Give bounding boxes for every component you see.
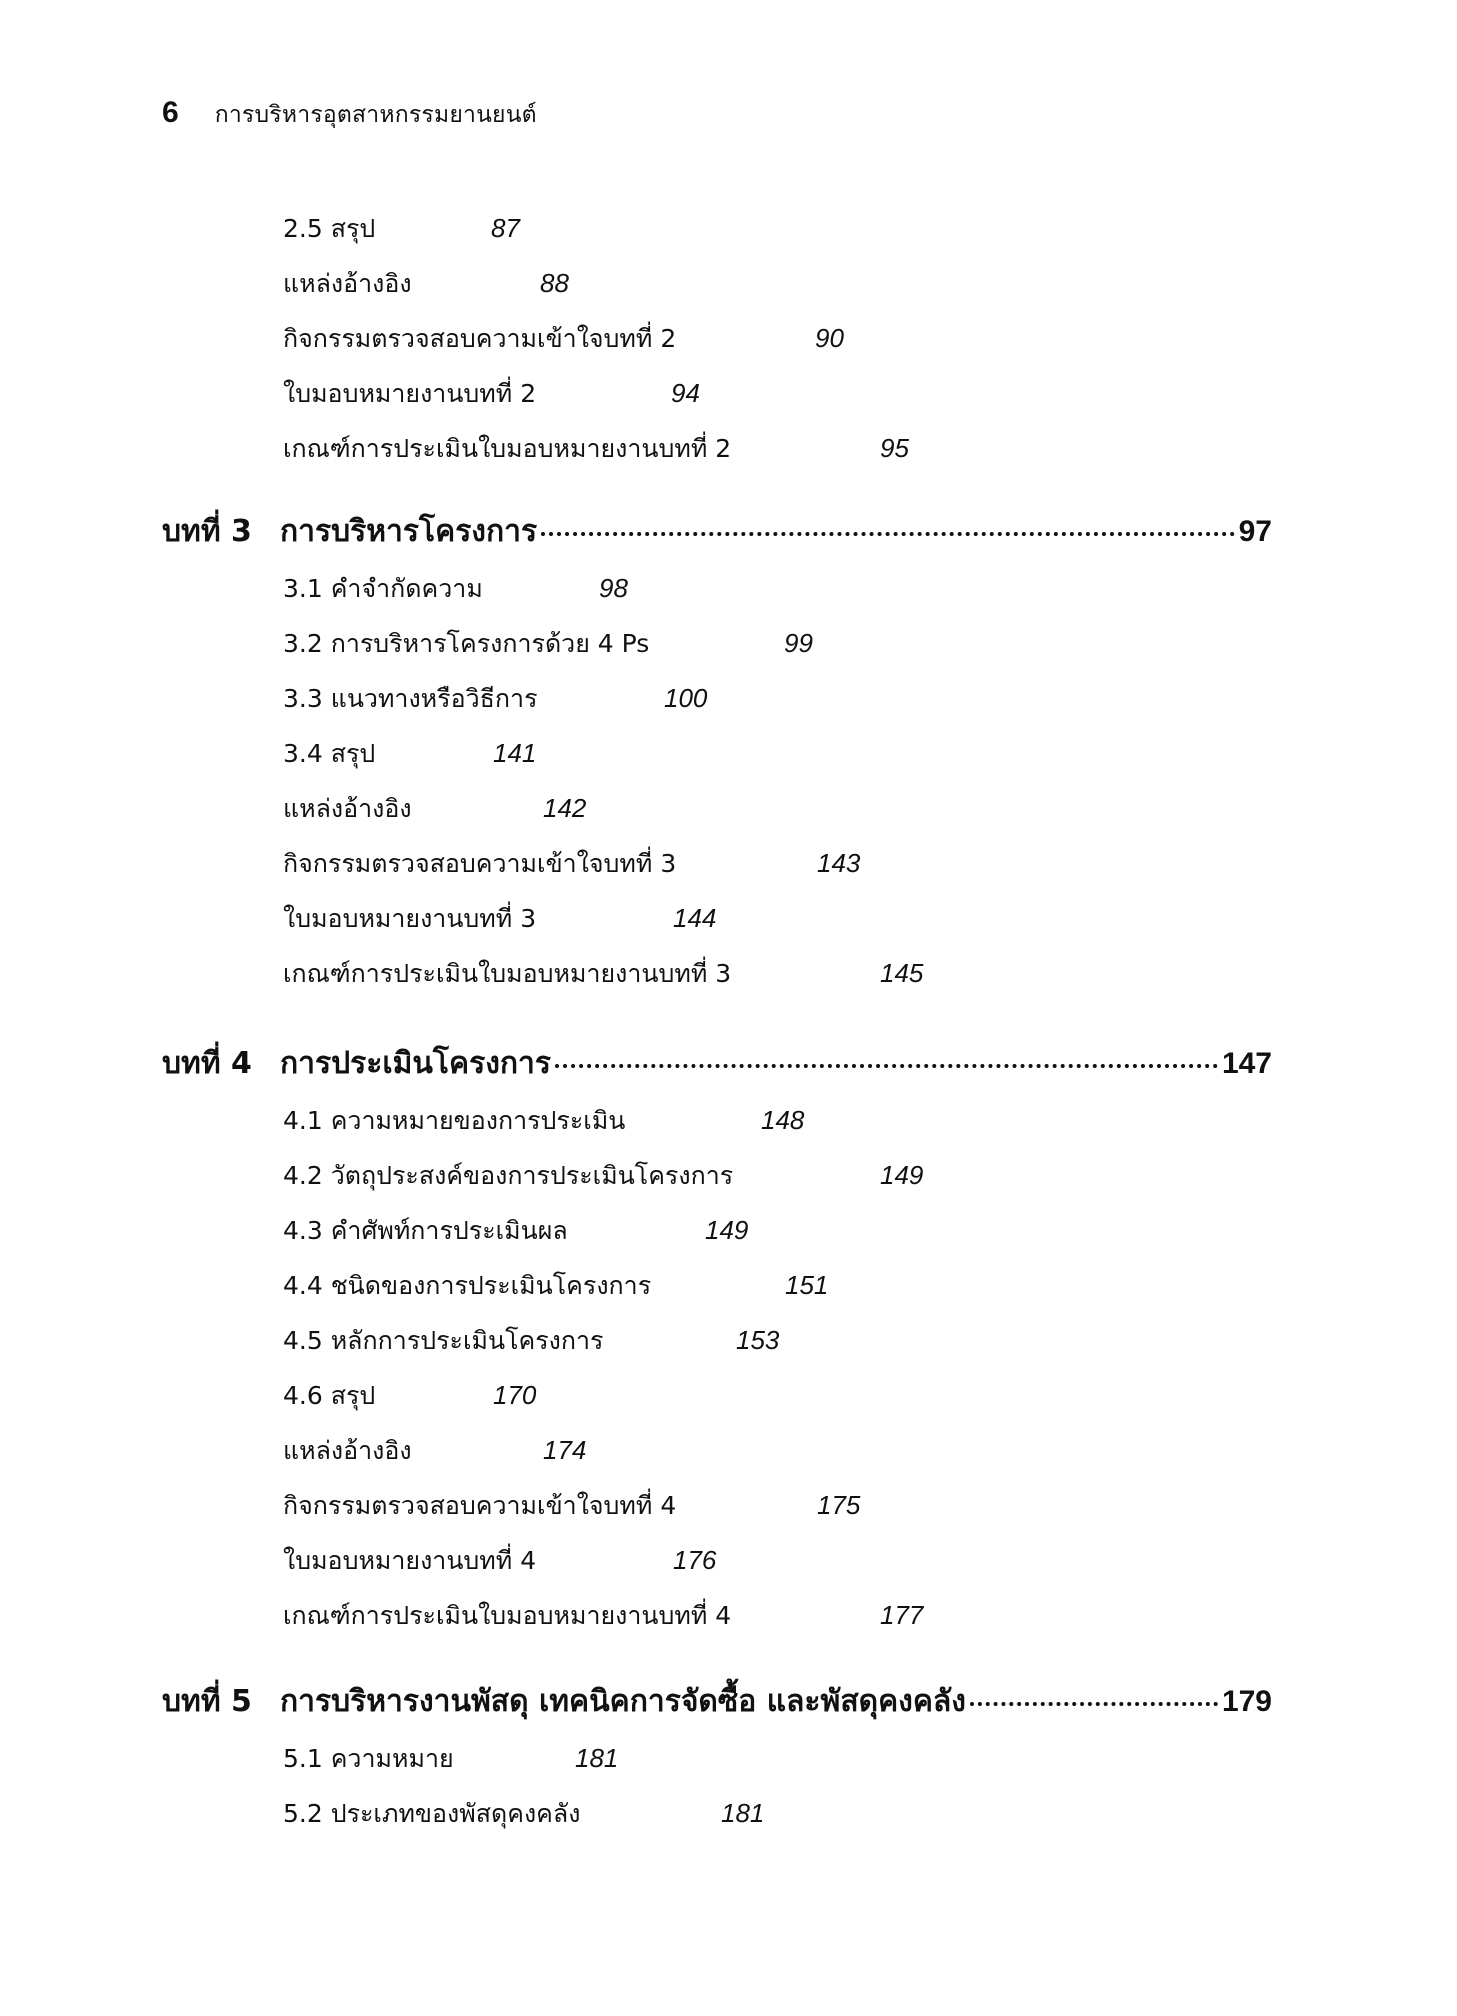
chapter-heading[interactable] — [162, 508, 1272, 556]
dot-leader — [541, 532, 1235, 536]
toc-entry[interactable] — [283, 1485, 860, 1525]
toc-entry-page: 145 — [880, 958, 924, 988]
toc-entry-page: 176 — [673, 1545, 717, 1575]
toc-entry-label: 5.2 ประเภทของพัสดุคงคลัง — [283, 1799, 581, 1828]
toc-entry-page: 148 — [761, 1105, 805, 1135]
toc-entry-page: 144 — [673, 903, 717, 933]
toc-entry-page: 181 — [721, 1798, 765, 1828]
toc-entry-page: 174 — [543, 1435, 587, 1465]
toc-entry-label: กิจกรรมตรวจสอบความเข้าใจบทที่ 2 — [283, 324, 677, 353]
toc-entry[interactable] — [283, 1430, 586, 1470]
toc-entry-label: เกณฑ์การประเมินใบมอบหมายงานบทที่ 3 — [283, 959, 732, 988]
page-number: 6 — [162, 96, 179, 129]
toc-entry[interactable] — [283, 953, 923, 993]
toc-entry[interactable] — [283, 1595, 923, 1635]
toc-entry-label: 4.2 วัตถุประสงค์ของการประเมินโครงการ — [283, 1161, 734, 1190]
toc-entry-page: 149 — [880, 1160, 924, 1190]
toc-entry-page: 143 — [817, 848, 861, 878]
chapter-heading[interactable] — [162, 1040, 1272, 1088]
toc-entry-label: 4.4 ชนิดของการประเมินโครงการ — [283, 1271, 652, 1300]
chapter-title: การประเมินโครงการ — [280, 1046, 551, 1081]
toc-entry[interactable] — [283, 263, 569, 303]
chapter-label: บทที่ 4 — [162, 1046, 252, 1081]
toc-entry-label: 5.1 ความหมาย — [283, 1744, 454, 1773]
toc-entry-page: 99 — [784, 628, 813, 658]
toc-entry[interactable] — [283, 568, 628, 608]
toc-entry-page: 94 — [671, 378, 700, 408]
toc-entry-label: ใบมอบหมายงานบทที่ 2 — [283, 379, 537, 408]
toc-entry[interactable] — [283, 428, 909, 468]
chapter-title: การบริหารโครงการ — [280, 514, 538, 549]
toc-entry-label: 4.6 สรุป — [283, 1381, 376, 1410]
toc-entry-label: 4.1 ความหมายของการประเมิน — [283, 1106, 626, 1135]
chapter-label: บทที่ 3 — [162, 514, 252, 549]
toc-entry-page: 175 — [817, 1490, 861, 1520]
toc-entry-page: 170 — [493, 1380, 537, 1410]
toc-entry-label: ใบมอบหมายงานบทที่ 3 — [283, 904, 537, 933]
toc-entry-label: เกณฑ์การประเมินใบมอบหมายงานบทที่ 4 — [283, 1601, 732, 1630]
toc-entry-label: แหล่งอ้างอิง — [283, 1436, 412, 1465]
toc-entry-label: แหล่งอ้างอิง — [283, 794, 412, 823]
chapter-page: 97 — [1238, 515, 1272, 548]
toc-entry-page: 88 — [540, 268, 569, 298]
toc-entry-page: 153 — [736, 1325, 780, 1355]
toc-entry-label: แหล่งอ้างอิง — [283, 269, 412, 298]
toc-entry[interactable] — [283, 1210, 748, 1250]
toc-entry-label: ใบมอบหมายงานบทที่ 4 — [283, 1546, 537, 1575]
toc-entry-label: 3.2 การบริหารโครงการด้วย 4 Ps — [283, 629, 650, 658]
chapter-page: 147 — [1221, 1047, 1272, 1080]
toc-entry-label: 3.1 คำจำกัดความ — [283, 574, 483, 603]
toc-entry-page: 98 — [599, 573, 628, 603]
toc-entry[interactable] — [283, 373, 700, 413]
running-title: การบริหารอุตสาหกรรมยานยนต์ — [214, 102, 537, 128]
toc-entry-label: 4.5 หลักการประเมินโครงการ — [283, 1326, 604, 1355]
toc-entry-page: 95 — [880, 433, 909, 463]
toc-entry[interactable] — [283, 1320, 779, 1360]
toc-entry[interactable] — [283, 1265, 828, 1305]
toc-entry[interactable] — [283, 623, 813, 663]
chapter-page: 179 — [1221, 1685, 1272, 1718]
dot-leader — [555, 1064, 1218, 1068]
dot-leader — [970, 1702, 1218, 1706]
toc-entry-page: 181 — [575, 1743, 619, 1773]
toc-entry-page: 87 — [491, 213, 520, 243]
toc-entry[interactable] — [283, 1738, 618, 1778]
toc-entry[interactable] — [283, 678, 707, 718]
toc-entry-label: เกณฑ์การประเมินใบมอบหมายงานบทที่ 2 — [283, 434, 732, 463]
chapter-heading[interactable] — [162, 1678, 1272, 1726]
toc-entry[interactable] — [283, 318, 844, 358]
toc-entry[interactable] — [283, 1540, 716, 1580]
toc-entry-label: กิจกรรมตรวจสอบความเข้าใจบทที่ 3 — [283, 849, 677, 878]
toc-entry-label: 3.4 สรุป — [283, 739, 376, 768]
toc-entry-label: กิจกรรมตรวจสอบความเข้าใจบทที่ 4 — [283, 1491, 677, 1520]
toc-entry-page: 151 — [785, 1270, 829, 1300]
toc-entry[interactable] — [283, 1100, 804, 1140]
toc-entry[interactable] — [283, 208, 520, 248]
toc-entry[interactable] — [283, 1155, 923, 1195]
toc-entry[interactable] — [283, 843, 860, 883]
toc-entry-label: 3.3 แนวทางหรือวิธีการ — [283, 684, 538, 713]
toc-entry-page: 141 — [493, 738, 537, 768]
toc-entry[interactable] — [283, 898, 716, 938]
toc-entry[interactable] — [283, 1793, 764, 1833]
toc-entry[interactable] — [283, 788, 586, 828]
toc-entry-page: 142 — [543, 793, 587, 823]
chapter-label: บทที่ 5 — [162, 1684, 252, 1719]
toc-entry-label: 2.5 สรุป — [283, 214, 376, 243]
toc-entry-page: 90 — [815, 323, 844, 353]
toc-entry-label: 4.3 คำศัพท์การประเมินผล — [283, 1216, 568, 1245]
toc-entry-page: 177 — [880, 1600, 924, 1630]
toc-entry[interactable] — [283, 733, 536, 773]
toc-entry[interactable] — [283, 1375, 536, 1415]
toc-entry-page: 100 — [664, 683, 708, 713]
chapter-title: การบริหารงานพัสดุ เทคนิคการจัดซื้อ และพัสดุคงคลัง — [280, 1684, 966, 1719]
toc-entry-page: 149 — [705, 1215, 749, 1245]
